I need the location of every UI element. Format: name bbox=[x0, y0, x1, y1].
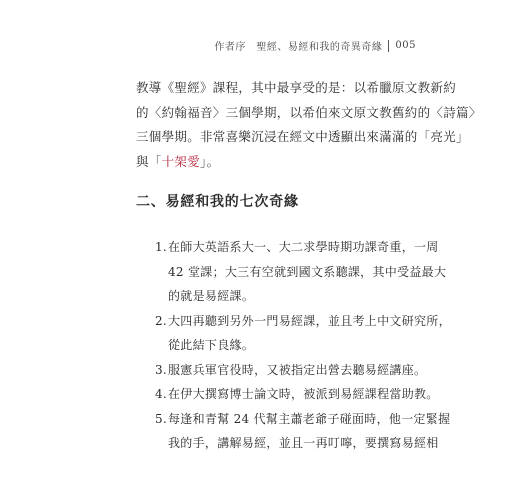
paragraph-line: 教導《聖經》課程，其中最享受的是：以希臘原文教新約 bbox=[136, 80, 457, 95]
list-item-line: 的就是易經課。 bbox=[168, 289, 255, 303]
list-item-number: 3. bbox=[155, 362, 168, 377]
list-item-line: 服憲兵軍官役時，又被指定出營去聽易經講座。 bbox=[168, 362, 427, 377]
paragraph-text: 與「 bbox=[136, 153, 162, 169]
list-item-line: 大四再聽到另外一門易經課，並且考上中文研究所， bbox=[168, 313, 451, 328]
list-item-number: 5. bbox=[155, 411, 168, 426]
list-item bbox=[155, 309, 451, 358]
list-item-line: 從此結下良緣。 bbox=[168, 338, 255, 352]
list-item-line: 每逢和青幫 24 代幫主蕭老爺子碰面時，他一定緊握 bbox=[168, 411, 451, 426]
intro-paragraph bbox=[136, 76, 482, 174]
list-item bbox=[155, 382, 439, 407]
list-item-line: 我的手，講解易經，並且一再叮嚀，要撰寫易經相 bbox=[168, 436, 439, 450]
list-item bbox=[155, 407, 451, 456]
list-item-text bbox=[168, 309, 451, 358]
paragraph-line bbox=[136, 150, 406, 175]
paragraph-line: 的〈約翰福音〉三個學期，以希伯來文原文教舊約的〈詩篇〉 bbox=[136, 104, 482, 120]
header-divider bbox=[388, 40, 389, 52]
list-item-number: 1. bbox=[155, 240, 168, 254]
highlighted-phrase: 十架愛 bbox=[161, 153, 201, 169]
list-item-number: 4. bbox=[155, 387, 168, 401]
paragraph-line: 三個學期。非常喜樂沉浸在經文中透顯出來滿滿的「亮光」 bbox=[136, 129, 469, 145]
page-number: 005 bbox=[395, 40, 416, 51]
list-item-line: 42 堂課；大三有空就到國文系聽課，其中受益最大 bbox=[168, 264, 447, 279]
list-item bbox=[155, 358, 427, 383]
list-item-text bbox=[168, 407, 450, 456]
list-item-line: 在伊大撰寫博士論文時，被派到易經課程當助教。 bbox=[168, 387, 439, 401]
section-heading: 二、易經和我的七次奇緣 bbox=[136, 194, 299, 210]
running-header bbox=[214, 38, 416, 53]
list-item-text bbox=[168, 382, 439, 407]
paragraph-text: 」。 bbox=[200, 153, 220, 169]
list-item-number: 2. bbox=[155, 313, 168, 328]
running-header-title: 作者序 聖經、易經和我的奇異奇緣 bbox=[214, 42, 383, 53]
numbered-list bbox=[155, 235, 451, 456]
list-item-line: 在師大英語系大一、大二求學時期功課奇重，一周 bbox=[168, 240, 439, 254]
list-item bbox=[155, 235, 447, 309]
list-item-text bbox=[168, 358, 426, 383]
list-item-text bbox=[168, 235, 446, 309]
